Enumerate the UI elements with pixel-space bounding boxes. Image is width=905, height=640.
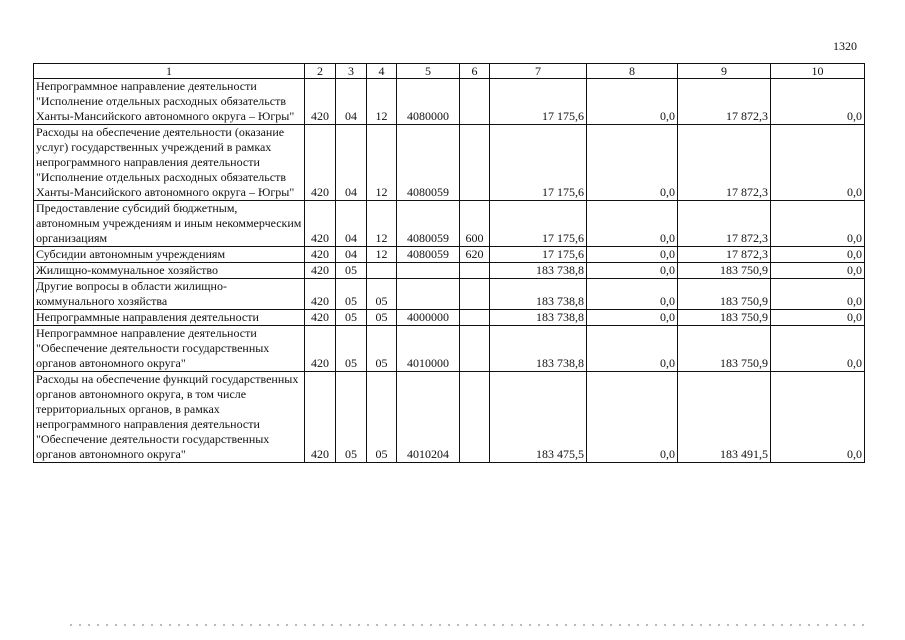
- cell-amount: 0,0: [587, 279, 678, 310]
- cell-amount: 183 738,8: [490, 263, 587, 279]
- cell-amount: 0,0: [771, 263, 865, 279]
- budget-table: [33, 63, 865, 463]
- cell-expense-type: 620: [460, 247, 490, 263]
- row-name: Предоставление субсидий бюджетным, автономным учреждениям и иным некоммерческим организациям: [34, 201, 305, 247]
- cell-amount: 0,0: [771, 326, 865, 372]
- cell-amount: 17 872,3: [678, 125, 771, 201]
- cell-subsection: [367, 263, 397, 279]
- header-cell: 9: [678, 64, 771, 79]
- cell-ministry: 420: [305, 125, 336, 201]
- cell-subsection: 05: [367, 310, 397, 326]
- cell-ministry: 420: [305, 279, 336, 310]
- cell-amount: 0,0: [771, 201, 865, 247]
- table-row: [34, 247, 865, 263]
- table-row: [34, 201, 865, 247]
- cell-section: 04: [336, 247, 367, 263]
- cell-section: 05: [336, 279, 367, 310]
- row-name: Жилищно-коммунальное хозяйство: [34, 263, 305, 279]
- cell-amount: 17 175,6: [490, 201, 587, 247]
- row-name: Субсидии автономным учреждениям: [34, 247, 305, 263]
- header-row: [34, 64, 865, 79]
- cell-target-article: 4080059: [397, 125, 460, 201]
- header-cell: 8: [587, 64, 678, 79]
- cell-ministry: 420: [305, 79, 336, 125]
- cell-section: 04: [336, 79, 367, 125]
- cell-amount: 0,0: [771, 279, 865, 310]
- cell-expense-type: [460, 326, 490, 372]
- cell-expense-type: [460, 279, 490, 310]
- cell-subsection: 05: [367, 279, 397, 310]
- cell-amount: 0,0: [587, 247, 678, 263]
- scan-noise-line: [70, 624, 870, 626]
- header-cell: 1: [34, 64, 305, 79]
- cell-amount: 17 175,6: [490, 79, 587, 125]
- header-cell: 2: [305, 64, 336, 79]
- table-row: [34, 326, 865, 372]
- table-row: [34, 310, 865, 326]
- cell-subsection: 12: [367, 201, 397, 247]
- header-cell: 3: [336, 64, 367, 79]
- cell-target-article: 4080059: [397, 247, 460, 263]
- row-name: Непрограммные направления деятельности: [34, 310, 305, 326]
- header-cell: 4: [367, 64, 397, 79]
- cell-expense-type: [460, 310, 490, 326]
- cell-amount: 183 475,5: [490, 372, 587, 463]
- cell-ministry: 420: [305, 201, 336, 247]
- cell-amount: 0,0: [771, 79, 865, 125]
- cell-expense-type: [460, 125, 490, 201]
- cell-amount: 0,0: [771, 247, 865, 263]
- cell-amount: 0,0: [587, 326, 678, 372]
- cell-amount: 0,0: [587, 372, 678, 463]
- cell-target-article: [397, 263, 460, 279]
- cell-amount: 17 872,3: [678, 201, 771, 247]
- header-cell: 6: [460, 64, 490, 79]
- cell-amount: 0,0: [587, 263, 678, 279]
- cell-amount: 17 175,6: [490, 125, 587, 201]
- cell-amount: 0,0: [771, 372, 865, 463]
- cell-ministry: 420: [305, 310, 336, 326]
- cell-target-article: 4010000: [397, 326, 460, 372]
- cell-amount: 0,0: [771, 125, 865, 201]
- cell-ministry: 420: [305, 326, 336, 372]
- cell-amount: 0,0: [587, 201, 678, 247]
- cell-amount: 17 175,6: [490, 247, 587, 263]
- cell-amount: 183 738,8: [490, 310, 587, 326]
- cell-amount: 17 872,3: [678, 247, 771, 263]
- cell-target-article: 4010204: [397, 372, 460, 463]
- header-cell: 10: [771, 64, 865, 79]
- cell-amount: 183 750,9: [678, 326, 771, 372]
- header-cell: 5: [397, 64, 460, 79]
- cell-amount: 183 491,5: [678, 372, 771, 463]
- table-row: [34, 125, 865, 201]
- cell-section: 04: [336, 201, 367, 247]
- cell-ministry: 420: [305, 263, 336, 279]
- cell-ministry: 420: [305, 247, 336, 263]
- cell-amount: 0,0: [587, 310, 678, 326]
- cell-subsection: 12: [367, 247, 397, 263]
- cell-expense-type: 600: [460, 201, 490, 247]
- row-name: Расходы на обеспечение деятельности (оказание услуг) государственных учреждений в рамках непрограммного направления деятельности "Исполнение отдельных расходных обязательств Ханты-Мансийского автономного округа – Югры": [34, 125, 305, 201]
- row-name: Непрограммное направление деятельности "Исполнение отдельных расходных обязательств Ханты-Мансийского автономного округа – Югры": [34, 79, 305, 125]
- cell-expense-type: [460, 79, 490, 125]
- row-name: Другие вопросы в области жилищно-коммунального хозяйства: [34, 279, 305, 310]
- cell-amount: 17 872,3: [678, 79, 771, 125]
- cell-amount: 183 750,9: [678, 263, 771, 279]
- cell-amount: 183 738,8: [490, 279, 587, 310]
- cell-expense-type: [460, 263, 490, 279]
- cell-amount: 183 750,9: [678, 279, 771, 310]
- table-row: [34, 279, 865, 310]
- cell-amount: 0,0: [771, 310, 865, 326]
- cell-section: 05: [336, 310, 367, 326]
- cell-target-article: 4080059: [397, 201, 460, 247]
- row-name: Расходы на обеспечение функций государственных органов автономного округа, в том числе территориальных органов, в рамках непрограммного направления деятельности "Обеспечение деятельности государственных органов автономного округа": [34, 372, 305, 463]
- cell-section: 05: [336, 372, 367, 463]
- page-number: 1320: [833, 39, 857, 53]
- cell-subsection: 05: [367, 372, 397, 463]
- cell-target-article: 4080000: [397, 79, 460, 125]
- row-name: Непрограммное направление деятельности "Обеспечение деятельности государственных органов автономного округа": [34, 326, 305, 372]
- cell-section: 04: [336, 125, 367, 201]
- cell-target-article: [397, 279, 460, 310]
- cell-ministry: 420: [305, 372, 336, 463]
- table-row: [34, 79, 865, 125]
- cell-amount: 0,0: [587, 79, 678, 125]
- cell-amount: 0,0: [587, 125, 678, 201]
- cell-amount: 183 738,8: [490, 326, 587, 372]
- table-row: [34, 263, 865, 279]
- cell-subsection: 05: [367, 326, 397, 372]
- cell-expense-type: [460, 372, 490, 463]
- header-cell: 7: [490, 64, 587, 79]
- cell-section: 05: [336, 263, 367, 279]
- cell-subsection: 12: [367, 79, 397, 125]
- cell-amount: 183 750,9: [678, 310, 771, 326]
- cell-subsection: 12: [367, 125, 397, 201]
- cell-target-article: 4000000: [397, 310, 460, 326]
- table-row: [34, 372, 865, 463]
- cell-section: 05: [336, 326, 367, 372]
